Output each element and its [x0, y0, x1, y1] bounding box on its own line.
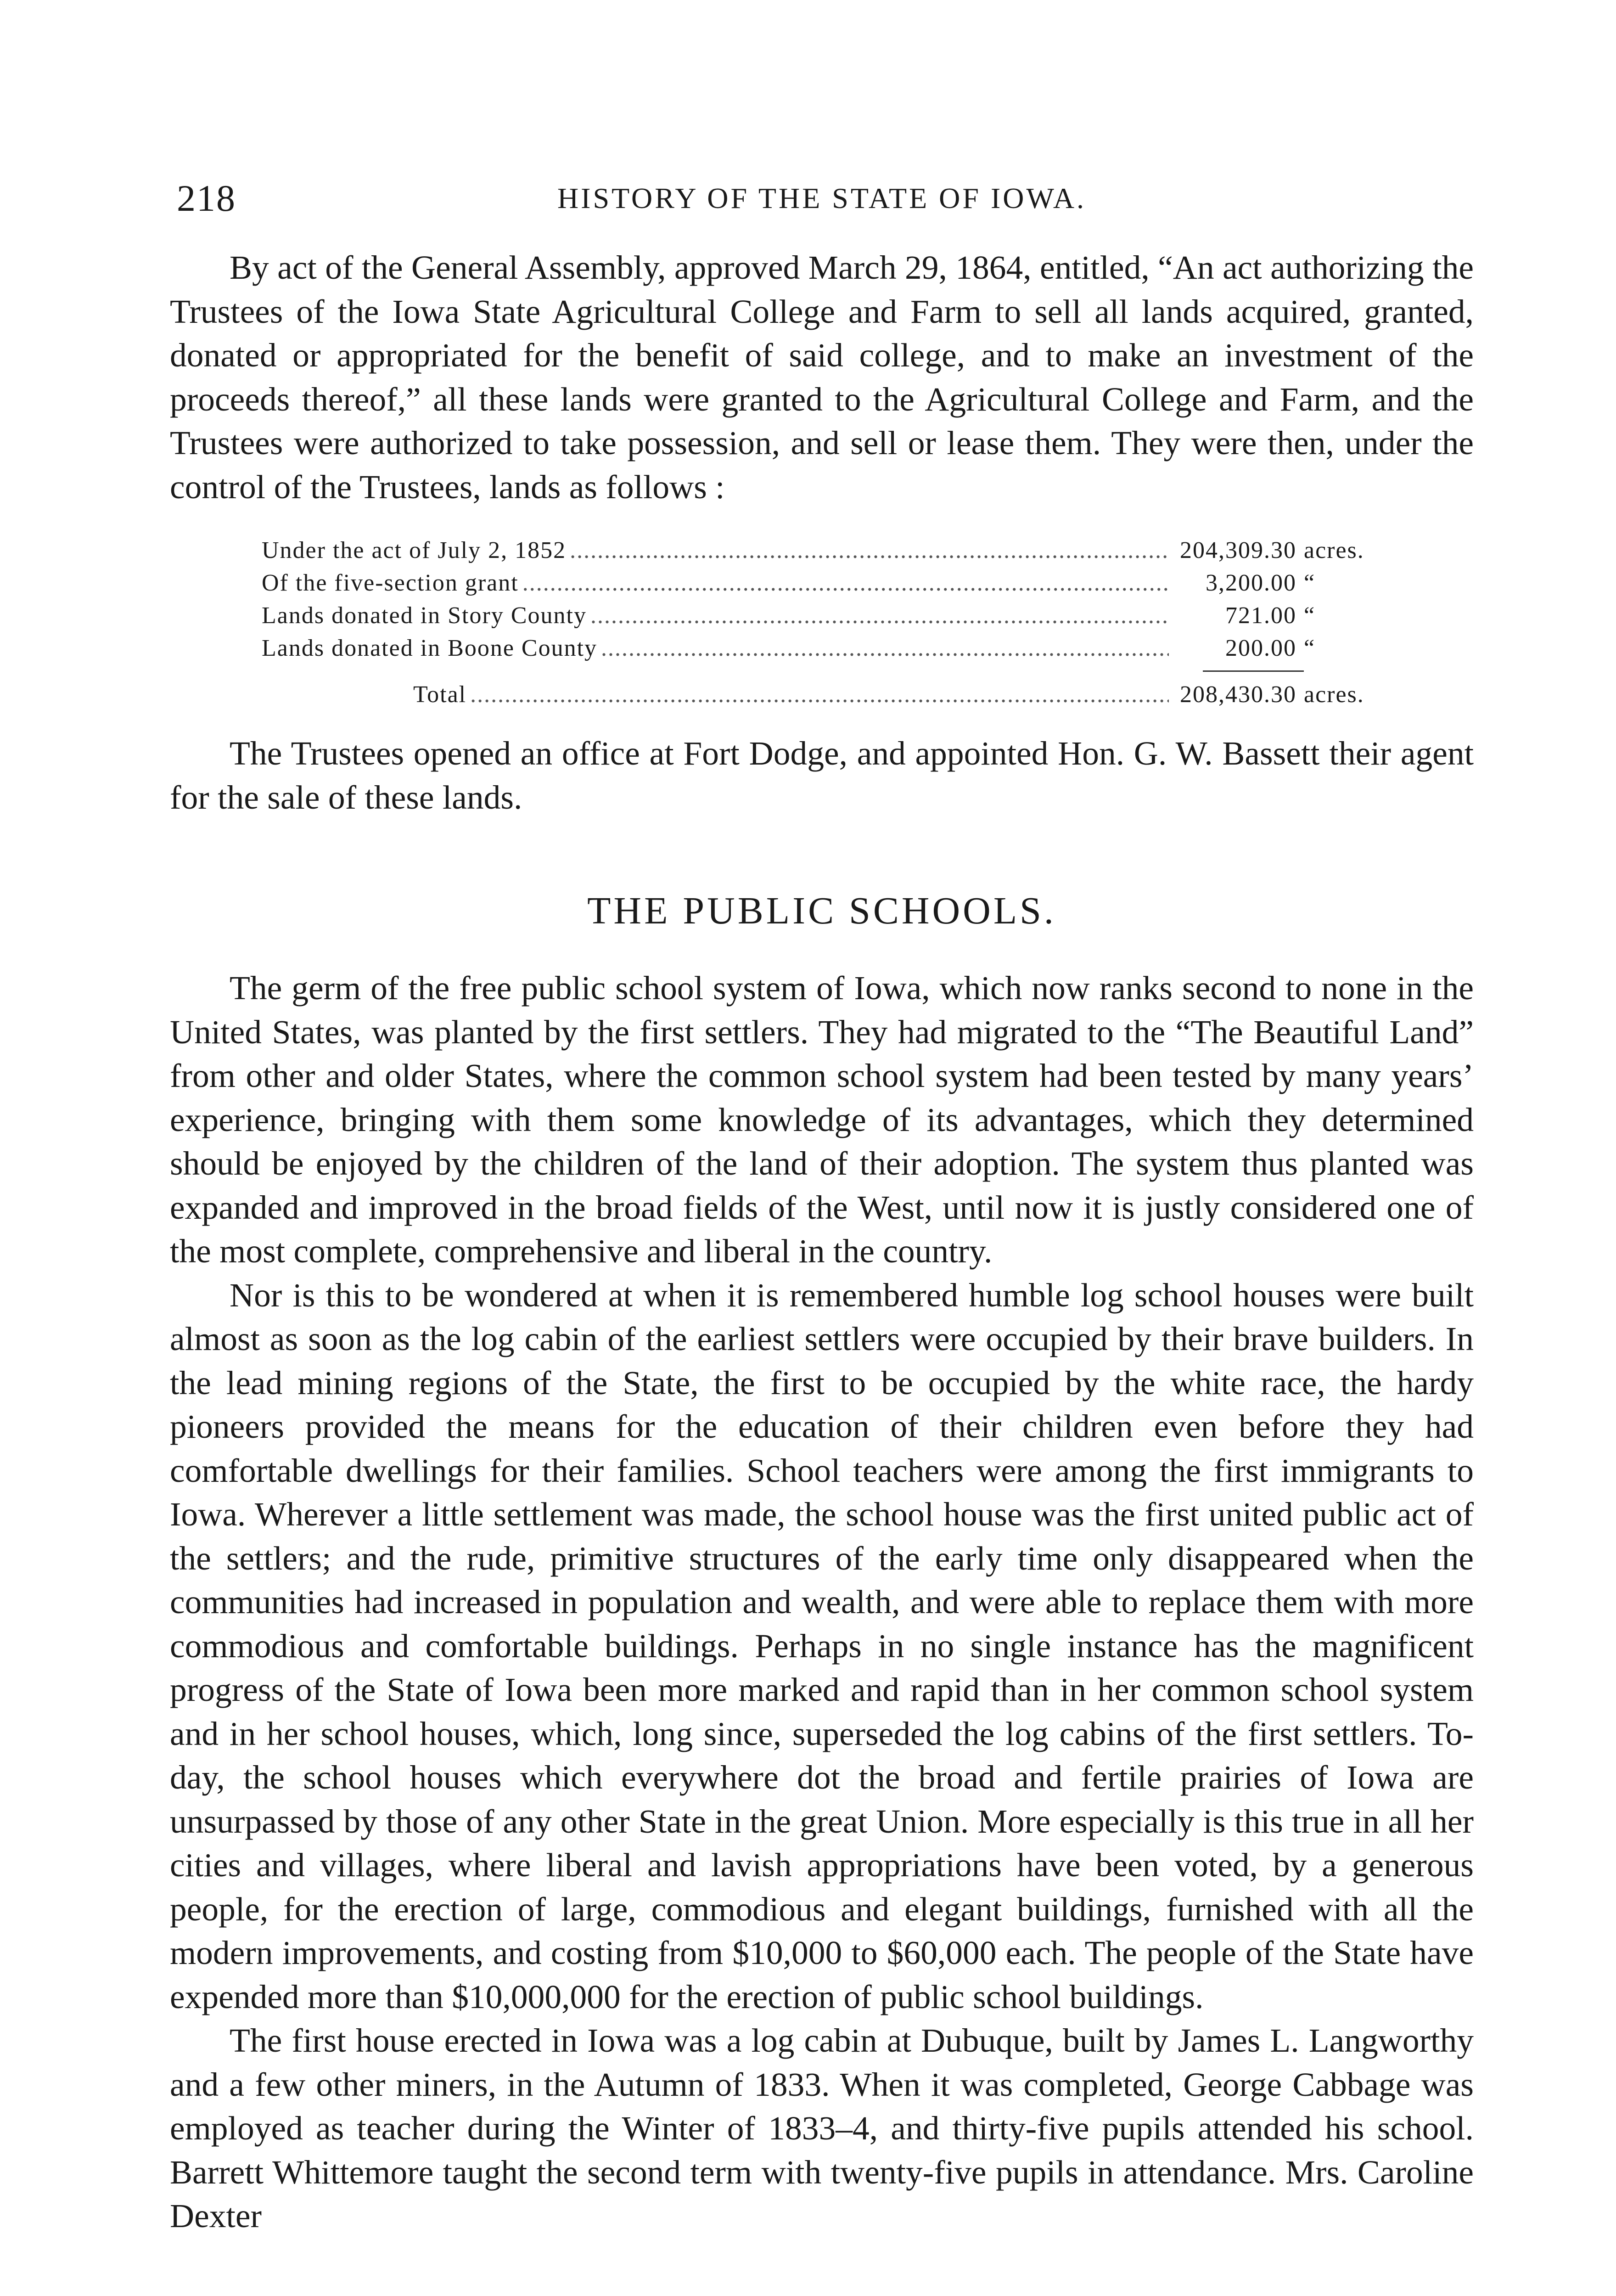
sum-rule — [1203, 664, 1304, 672]
row-value: 721.00 — [1225, 602, 1296, 629]
row-value: 204,309.30 — [1180, 537, 1296, 563]
total-value: 208,430.30 — [1180, 681, 1296, 708]
paragraph: Nor is this to be wondered at when it is remembered humble log school houses were built almost as soon as the log cabin of the earliest settlers were occupied by their brave builders. In the lead mining regions of the State, the first to be occupied by the white race, the hardy pioneers provided the means for the education of their children even before they had comfortable dwellings for their families. School teachers were among the first immigrants to Iowa. Wherever a little settlement was made, the school house was the first united public act of the settlers; and the rude, primitive structures of the early time only disappeared when the communities had increased in population and wealth, and were able to replace them with more commodious and comfortable buildings. Perhaps in no single instance has the magnificent progress of the State of Iowa been more marked and rapid than in her common school system and in her school houses, which, long since, superseded the log cabins of the first settlers. To-day, the school houses which everywhere dot the broad and fertile prairies of Iowa are unsurpassed by those of any other State in the great Union. More especially is this true in all her cities and villages, where liberal and lavish appropriations have been voted, by a generous people, for the erection of large, commodious and elegant buildings, furnished with all the modern improvements, and costing from $10,000 to $60,000 each. The people of the State have expended more than $10,000,000 for the erection of public school buildings. — [170, 1276, 1474, 2015]
row-label: Of the five-section grant — [262, 570, 519, 596]
row-unit: “ — [1304, 570, 1316, 596]
table-row — [262, 567, 1409, 599]
row-value: 200.00 — [1225, 635, 1296, 661]
row-label: Under the act of July 2, 1852 — [262, 537, 567, 563]
section-heading: THE PUBLIC SCHOOLS. — [587, 889, 1056, 932]
table-row — [262, 599, 1409, 632]
total-unit: acres. — [1304, 681, 1364, 708]
row-label: Lands donated in Boone County — [262, 635, 598, 661]
row-unit: “ — [1304, 635, 1316, 661]
row-unit: “ — [1304, 602, 1316, 629]
running-title: HISTORY OF THE STATE OF IOWA. — [557, 182, 1087, 214]
dot-leader — [590, 599, 1169, 632]
intro-paragraph: By act of the General Assembly, approved March 29, 1864, entitled, “An act authorizing the Trustees of the Iowa State Agricultural College and Farm to sell all lands acquired, granted, donated or appropriated for the benefit of said college, and to make an investment of the proceeds thereof,” all these lands were granted to the Agricultural College and Farm, and the Trustees were authorized to take possession, and sell or lease them. They were then, under the control of the Trustees, lands as follows : — [170, 249, 1474, 506]
dot-leader — [570, 534, 1169, 567]
page-number: 218 — [177, 177, 236, 219]
dot-leader — [470, 678, 1169, 711]
row-value: 3,200.00 — [1206, 570, 1296, 596]
page-header — [177, 177, 1467, 227]
total-row — [262, 678, 1409, 711]
paragraph: The first house erected in Iowa was a log cabin at Dubuque, built by James L. Langworthy and a few other miners, in the Autumn of 1833. When it was completed, George Cabbage was employed as teacher during the Winter of 1833–4, and thirty-five pupils attended his school. Barrett Whittemore taught the second term with twenty-five pupils in attendance. Mrs. Caroline Dexter — [170, 2022, 1474, 2234]
total-label: Total — [413, 681, 467, 708]
dot-leader — [522, 567, 1169, 599]
row-unit: acres. — [1304, 537, 1364, 563]
trustees-paragraph: The Trustees opened an office at Fort Dodge, and appointed Hon. G. W. Bassett their agent for the sale of these lands. — [170, 735, 1474, 816]
dot-leader — [601, 632, 1169, 664]
sum-rule-row — [262, 664, 1409, 676]
table-row — [262, 534, 1409, 567]
row-label: Lands donated in Story County — [262, 602, 587, 629]
lands-table — [262, 534, 1409, 711]
page-body — [170, 246, 1474, 2238]
table-row — [262, 632, 1409, 664]
paragraph: The germ of the free public school system of Iowa, which now ranks second to none in the United States, was planted by the first settlers. They had migrated to the “The Beautiful Land” from other and older States, where the common school system had been tested by many years’ experience, bringing with them some knowledge of its advantages, which they determined should be enjoyed by the children of the land of their adoption. The system thus planted was expanded and improved in the broad fields of the West, until now it is justly considered one of the most complete, comprehensive and liberal in the country. — [170, 969, 1474, 1270]
